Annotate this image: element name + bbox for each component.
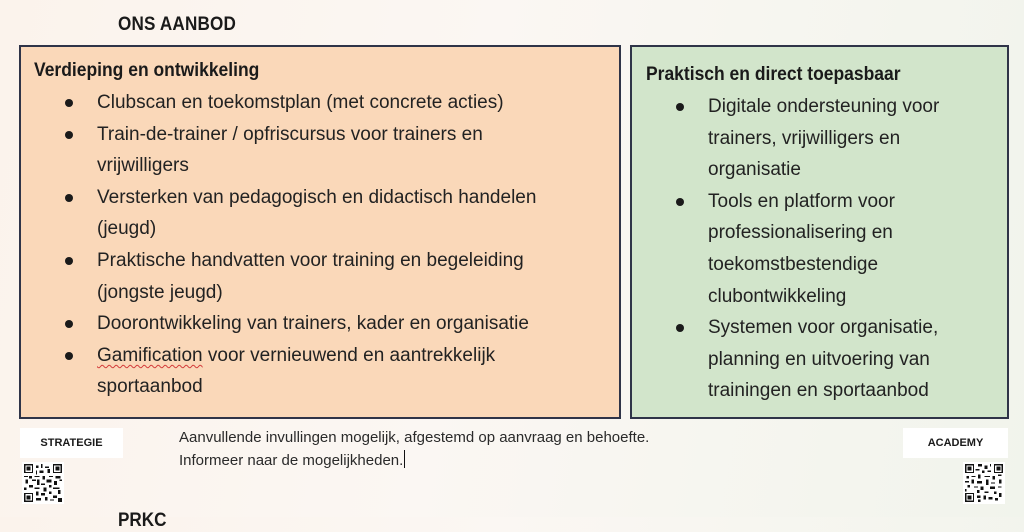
qr-code-icon[interactable] <box>963 462 1005 504</box>
bullet-icon <box>676 324 684 332</box>
verdieping-list <box>65 87 565 403</box>
next-section-heading: PRKC <box>118 510 167 531</box>
spellcheck-word[interactable]: Gamification <box>97 344 203 366</box>
additional-info-note[interactable] <box>179 426 649 472</box>
list-item <box>65 182 565 245</box>
note-line-2-text: Informeer naar de mogelijkheden. <box>179 452 404 469</box>
list-item-text: Doorontwikkeling van trainers, kader en organisatie <box>97 313 529 335</box>
bullet-icon <box>65 99 73 107</box>
qr-code-icon[interactable] <box>22 462 64 504</box>
list-item <box>676 186 976 312</box>
note-line-2 <box>179 449 649 472</box>
academy-label: ACADEMY <box>903 428 1008 458</box>
panel-title-verdieping: Verdieping en ontwikkeling <box>34 60 260 81</box>
bullet-icon <box>65 194 73 202</box>
page-heading: ONS AANBOD <box>118 14 237 35</box>
strategie-label: STRATEGIE <box>20 428 123 458</box>
list-item <box>676 91 976 186</box>
panel-praktisch <box>630 45 1009 419</box>
list-item-text: Train-de-trainer / opfriscursus voor trainers en vrijwilligers <box>97 123 483 177</box>
bullet-icon <box>65 320 73 328</box>
list-item-text: Clubscan en toekomstplan (met concrete acties) <box>97 92 504 113</box>
list-item-text: Systemen voor organisatie, planning en uitvoering van trainingen en sportaanbod <box>708 317 939 402</box>
bullet-icon <box>676 198 684 206</box>
bullet-icon <box>65 131 73 139</box>
list-item-text: Digitale ondersteuning voor trainers, vrijwilligers en organisatie <box>708 96 940 181</box>
list-item <box>65 119 565 182</box>
list-item <box>676 312 976 407</box>
list-item <box>65 340 565 403</box>
text-cursor <box>404 450 405 468</box>
bullet-icon <box>65 352 73 360</box>
list-item-text: Versterken van pedagogisch en didactisch handelen (jeugd) <box>97 186 537 240</box>
list-item <box>65 245 565 308</box>
panel-verdieping <box>19 45 621 419</box>
note-line-1: Aanvullende invullingen mogelijk, afgestemd op aanvraag en behoefte. <box>179 429 650 446</box>
list-item-text: voor vernieuwend en aantrekkelijk sportaanbod <box>97 344 496 398</box>
bullet-icon <box>65 257 73 265</box>
panel-title-praktisch: Praktisch en direct toepasbaar <box>646 64 901 85</box>
list-item-text: Tools en platform voor professionalisering en toekomstbestendige clubontwikkeling <box>708 190 895 307</box>
list-item <box>65 308 565 340</box>
praktisch-list <box>676 91 976 407</box>
list-item <box>65 87 565 119</box>
list-item-text: Praktische handvatten voor training en begeleiding (jongste jeugd) <box>97 249 524 303</box>
bullet-icon <box>676 103 684 111</box>
